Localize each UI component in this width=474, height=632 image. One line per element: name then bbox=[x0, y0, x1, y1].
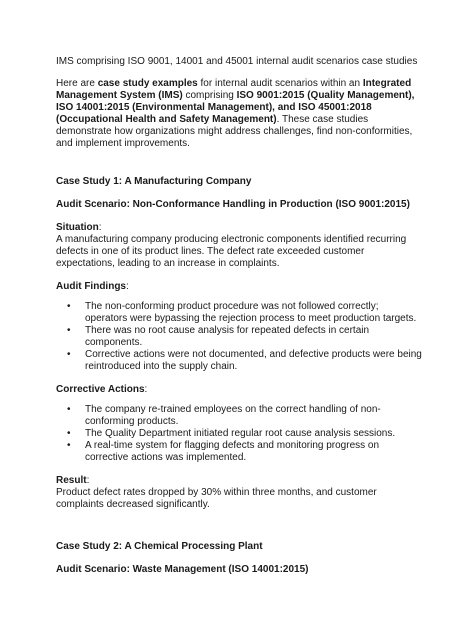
findings-list bbox=[56, 301, 422, 373]
result-text: Product defect rates dropped by 30% within three months, and customer complaints decreased significantly. bbox=[56, 487, 377, 510]
bullet-icon: • bbox=[67, 428, 71, 439]
finding-text: There was no root cause analysis for repeated defects in certain components. bbox=[85, 325, 370, 348]
result-label: Result bbox=[56, 475, 87, 486]
intro-text-3: comprising bbox=[182, 90, 237, 101]
action-text: A real-time system for flagging defects and monitoring progress on corrective actions was implemented. bbox=[85, 440, 380, 463]
actions-list bbox=[56, 404, 422, 464]
findings-heading bbox=[56, 281, 422, 293]
intro-bold-2: Integrated Management System (IMS) bbox=[56, 78, 412, 101]
list-item bbox=[56, 349, 422, 373]
actions-colon: : bbox=[144, 384, 148, 395]
list-item bbox=[56, 404, 422, 428]
result-heading bbox=[56, 475, 422, 487]
list-item bbox=[56, 440, 422, 464]
situation-label: Situation bbox=[56, 222, 99, 233]
list-item bbox=[56, 325, 422, 349]
intro-paragraph bbox=[56, 78, 422, 150]
action-text: The Quality Department initiated regular root cause analysis sessions. bbox=[85, 428, 396, 439]
result-colon: : bbox=[86, 475, 90, 486]
findings-label: Audit Findings bbox=[56, 281, 126, 292]
actions-heading bbox=[56, 384, 422, 396]
bullet-icon: • bbox=[67, 349, 71, 360]
intro-bold-3: ISO 9001:2015 (Quality Management), ISO 14001:2015 (Environmental Management), and ISO 45001:2018 (Occupational Health and Safety Management) bbox=[56, 90, 415, 125]
bullet-icon: • bbox=[67, 325, 71, 336]
intro-text-1: Here are bbox=[56, 78, 98, 89]
action-text: The company re-trained employees on the correct handling of non-conforming products. bbox=[85, 404, 381, 427]
bullet-icon: • bbox=[67, 404, 71, 415]
bullet-icon: • bbox=[67, 301, 71, 312]
intro-text-4: . These case studies demonstrate how organizations might address challenges, find non-conformities, and implement improvements. bbox=[56, 114, 413, 149]
finding-text: Corrective actions were not documented, and defective products were being reintroduced into the supply chain. bbox=[85, 349, 422, 372]
situation-text: A manufacturing company producing electronic components identified recurring defects in one of its product lines. The defect rate exceeded customer expectations, leading to an increase in complaints. bbox=[56, 234, 407, 269]
list-item bbox=[56, 301, 422, 325]
list-item bbox=[56, 428, 422, 440]
case-study-2-scenario: Audit Scenario: Waste Management (ISO 14001:2015) bbox=[56, 564, 309, 575]
case-study-2-title: Case Study 2: A Chemical Processing Plant bbox=[56, 541, 263, 552]
case-study-1-scenario: Audit Scenario: Non-Conformance Handling in Production (ISO 9001:2015) bbox=[56, 199, 410, 210]
actions-label: Corrective Actions bbox=[56, 384, 145, 395]
situation-colon: : bbox=[98, 222, 102, 233]
findings-colon: : bbox=[126, 281, 129, 292]
case-study-1-title: Case Study 1: A Manufacturing Company bbox=[56, 176, 252, 187]
intro-text-2: for internal audit scenarios within an bbox=[197, 78, 363, 89]
finding-text: The non-conforming product procedure was not followed correctly; operators were bypassing the rejection process to meet production targets. bbox=[85, 301, 417, 324]
situation-heading bbox=[56, 222, 422, 234]
bullet-icon: • bbox=[67, 440, 71, 451]
document-title-line: IMS comprising ISO 9001, 14001 and 45001 internal audit scenarios case studies bbox=[56, 56, 418, 67]
document-content bbox=[56, 56, 422, 587]
intro-bold-1: case study examples bbox=[97, 78, 198, 89]
